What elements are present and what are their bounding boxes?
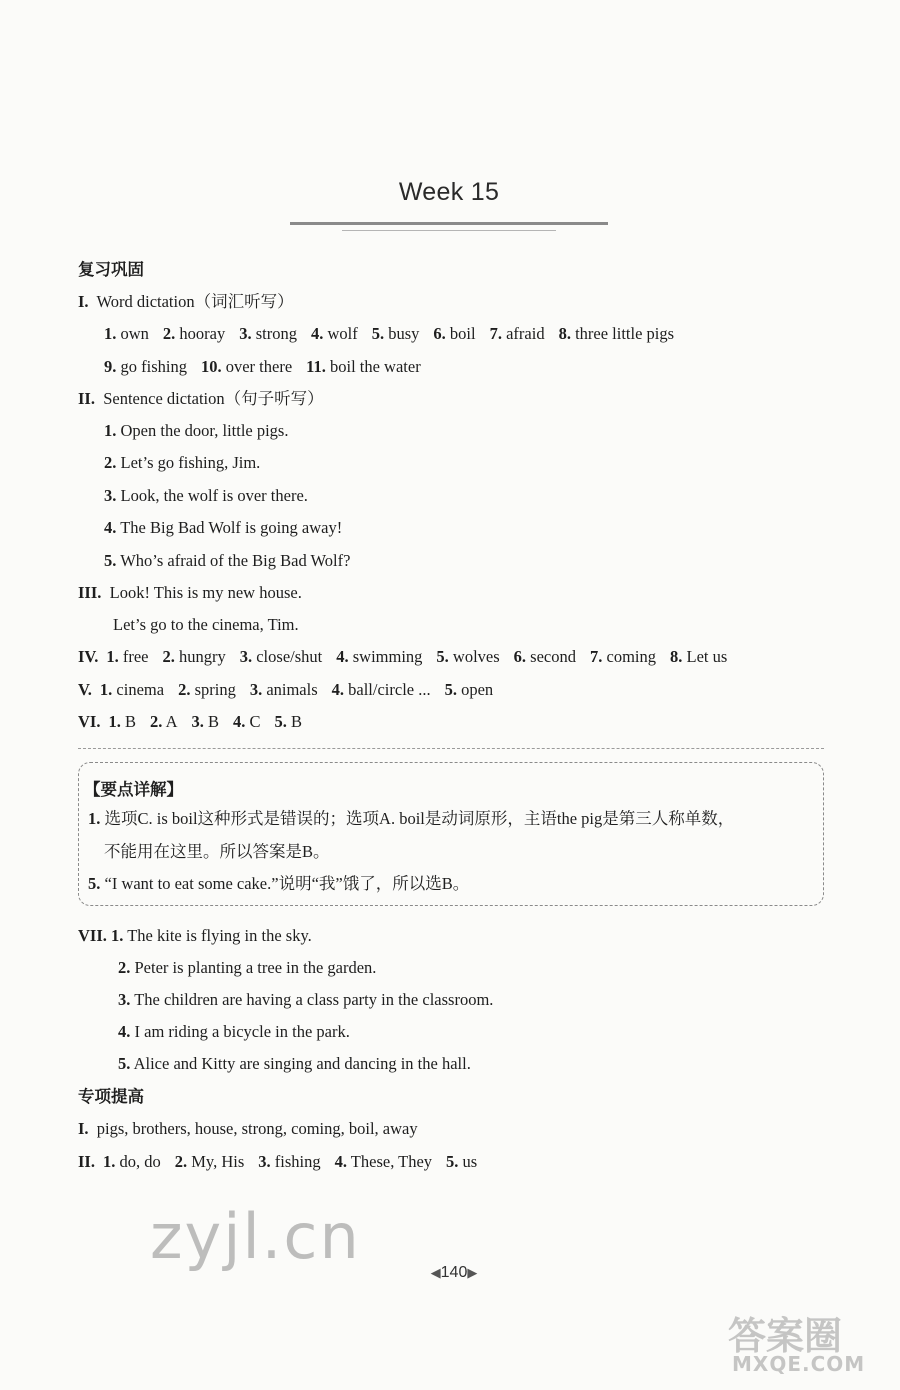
q1-item [372,324,420,343]
q1-item-text: go fishing [116,357,187,376]
q5-item-num: 2. [178,680,191,699]
improve-q2-item-text: do, do [115,1152,161,1171]
q5-item-num: 4. [331,680,345,699]
q7-item [118,1022,350,1042]
q5-item [250,680,318,699]
q6-item [233,712,261,731]
q4-item [436,647,499,666]
q1-item [306,357,421,376]
improve-q1-label: I. [78,1119,89,1138]
q5-item-text: open [456,680,494,699]
dashed-divider [78,748,824,749]
q1-item [490,324,545,343]
q2-heading [78,389,324,409]
q6-item [275,712,303,731]
q5-item-num: 1. [99,680,113,699]
explanation-line1 [88,809,734,829]
q2-label: II. [78,389,95,408]
q1-item [559,324,674,343]
q1-item-text: boil the water [325,357,421,376]
q4-item [590,647,656,666]
q7-item-num: 5. [118,1054,131,1073]
q7-item-text: Peter is planting a tree in the garden. [130,958,377,977]
q5-item-text: ball/circle ... [344,680,431,699]
q2-item-text: Look, the wolf is over there. [116,485,308,505]
q1-item-num: 6. [433,324,446,343]
q5-item-num: 3. [249,680,263,699]
q4-item-num: 7. [590,647,603,666]
explanation-title: 【要点详解】 [84,780,183,799]
q1-item [311,324,358,343]
q5-item-text: spring [190,680,236,699]
q4-item-text: second [526,647,576,666]
watermark-daanquan: 答案圈 [728,1314,843,1358]
q4-item-num: 2. [162,647,175,666]
q7-item-num: 4. [118,1022,131,1041]
improve-q2-item-num: 5. [446,1152,459,1171]
q6-item [192,712,220,731]
q4-item-num: 1. [106,647,119,666]
improve-q2-item-num: 4. [334,1152,347,1171]
improve-q2-item [335,1152,432,1171]
q1-text: Word dictation（词汇听写） [96,292,294,311]
q5-item [178,680,236,699]
left-triangle-icon: ◀ [430,1265,441,1280]
q1-item-text: afraid [501,324,545,343]
q2-text: Sentence dictation（句子听写） [103,389,324,408]
q4-item-text: free [118,647,149,666]
q2-item-text: Let’s go fishing, Jim. [116,453,261,473]
q7-item-text: I am riding a bicycle in the park. [130,1022,350,1041]
q1-answers-row2 [104,357,421,377]
q1-item-num: 4. [311,324,324,343]
q6-item-text: B [286,712,303,731]
q6-item-num: 1. [108,712,121,731]
q3-text1: Look! This is my new house. [109,583,302,602]
page-number-text: 140 [440,1264,468,1281]
q1-item-num: 11. [306,357,326,376]
q4-answers [78,647,727,667]
q1-item-text: boil [445,324,476,343]
q1-item [239,324,297,343]
q1-item-num: 1. [104,324,117,343]
q5-item-num: 5. [444,680,457,699]
q1-item [201,357,292,376]
q7-label: VII. [78,926,112,945]
q6-item-text: A [162,712,178,731]
explanation-line1-num: 1. [88,809,101,828]
explanation-line2: 不能用在这里。所以答案是B。 [104,842,330,861]
q2-item-text: Who’s afraid of the Big Bad Wolf? [116,550,351,570]
q3-label: III. [78,583,102,602]
q7-item-text: The kite is flying in the sky. [123,926,312,945]
q6-item-num: 5. [274,712,287,731]
watermark-mxqe: MXQE.COM [732,1352,866,1376]
q5-item [445,680,494,699]
improve-q2-item-num: 1. [102,1152,116,1171]
q1-item [104,324,149,343]
q5-item [332,680,431,699]
q1-item-text: strong [251,324,297,343]
q5-item-text: animals [262,680,318,699]
q1-item [433,324,475,343]
q4-item [162,647,225,666]
q1-item-text: wolf [323,324,358,343]
q5-item-text: cinema [112,680,165,699]
section-heading-review: 复习巩固 [78,260,144,279]
q1-item-text: own [116,324,149,343]
q6-label: VI. [78,712,101,731]
improve-q2-item [103,1152,161,1171]
improve-q2-item-text: These, They [346,1152,433,1171]
q2-item-text: Open the door, little pigs. [116,421,289,440]
q4-item [336,647,422,666]
improve-q1-text: pigs, brothers, house, strong, coming, boil, away [96,1119,418,1138]
q7-item-num: 2. [118,958,131,977]
explanation-line3-text: “I want to eat some cake.”说明“我”饿了，所以选B。 [104,874,470,893]
page-title: Week 15 [398,178,500,206]
explanation-line1-text: 选项C. is boil这种形式是错误的；选项A. boil是动词原形，主语the pig是第三人称单数， [104,809,735,828]
q1-heading [78,292,294,312]
title-underline-thin [342,230,556,231]
improve-q1 [78,1119,418,1139]
improve-q2-item-num: 3. [258,1152,271,1171]
q4-item-text: hungry [174,647,226,666]
q1-item-num: 3. [239,324,252,343]
title-underline [290,222,608,225]
q1-item-num: 5. [371,324,385,343]
right-triangle-icon: ▶ [467,1265,478,1280]
q7-item-text: The children are having a class party in the classroom. [130,990,494,1009]
q6-item-text: B [120,712,136,731]
q5-answers [78,680,493,700]
q4-item [670,647,727,666]
improve-q2-item-num: 2. [174,1152,188,1171]
q1-item-text: three little pigs [570,324,675,343]
q7-item-num: 1. [111,926,124,945]
q7-item-text: Alice and Kitty are singing and dancing in the hall. [130,1054,471,1073]
improve-q2-item-text: My, His [187,1152,245,1171]
q5-label: V. [78,680,92,699]
q3-line2: Let’s go to the cinema, Tim. [113,615,299,634]
q1-item-text: busy [384,324,420,343]
q7-item-num: 3. [118,990,131,1009]
q1-item-num: 2. [162,324,176,343]
watermark-zyjl: zyjl.cn [150,1200,361,1273]
q6-item [108,712,136,731]
q4-item-text: wolves [448,647,500,666]
improve-q2-label: II. [78,1152,95,1171]
q2-item-text: The Big Bad Wolf is going away! [116,518,343,538]
q2-item-num: 1. [104,421,117,440]
q1-answers-row1 [104,324,674,344]
explanation-line3-num: 5. [88,874,101,893]
q2-item [104,421,288,441]
page-number [424,1264,484,1282]
q6-item [150,712,178,731]
q6-answers [78,712,302,732]
q2-item [104,453,260,473]
q6-item-num: 2. [149,712,163,731]
q1-item-num: 8. [558,324,571,343]
q7-item [118,958,376,978]
q1-item [163,324,225,343]
q2-item-num: 5. [104,550,117,570]
q6-item-text: B [203,712,220,731]
q2-item-num: 3. [104,485,117,505]
improve-q2-answers [78,1152,477,1172]
q7-item [78,926,312,946]
q2-item-num: 2. [104,453,117,473]
q2-item [104,518,342,538]
q4-item-num: 6. [513,647,527,666]
q4-item [514,647,576,666]
q3-line1 [78,583,302,603]
page-title-wrap [290,178,608,213]
q2-item-num: 4. [104,518,117,538]
q4-item-text: coming [602,647,656,666]
q4-item-num: 3. [239,647,253,666]
improve-q2-item [446,1152,477,1171]
q1-item-text: hooray [175,324,226,343]
q1-item [104,357,187,376]
q4-item [240,647,323,666]
q1-item-num: 7. [489,324,502,343]
q1-item-text: over there [221,357,293,376]
improve-q2-item [175,1152,245,1171]
improve-q2-item-text: us [458,1152,478,1171]
q4-item-num: 4. [336,647,349,666]
q4-item-text: close/shut [252,647,323,666]
q1-item-num: 9. [104,357,117,376]
improve-q2-item-text: fishing [270,1152,321,1171]
improve-q2-item [258,1152,320,1171]
q4-item-text: Let us [682,647,728,666]
q7-item [118,1054,471,1074]
q4-label: IV. [78,647,99,666]
section-heading-improve: 专项提高 [78,1087,144,1106]
q5-item [100,680,164,699]
q6-item-num: 3. [191,712,204,731]
q6-item-num: 4. [233,712,246,731]
q4-item-num: 8. [670,647,683,666]
q4-item-num: 5. [436,647,449,666]
q4-item-text: swimming [348,647,423,666]
q4-item [106,647,148,666]
q2-item [104,551,350,571]
q1-item-num: 10. [200,357,222,376]
q6-item-text: C [245,712,261,731]
q1-label: I. [78,292,89,311]
q7-item [118,990,493,1010]
explanation-line3 [88,874,469,894]
q2-item [104,486,308,506]
